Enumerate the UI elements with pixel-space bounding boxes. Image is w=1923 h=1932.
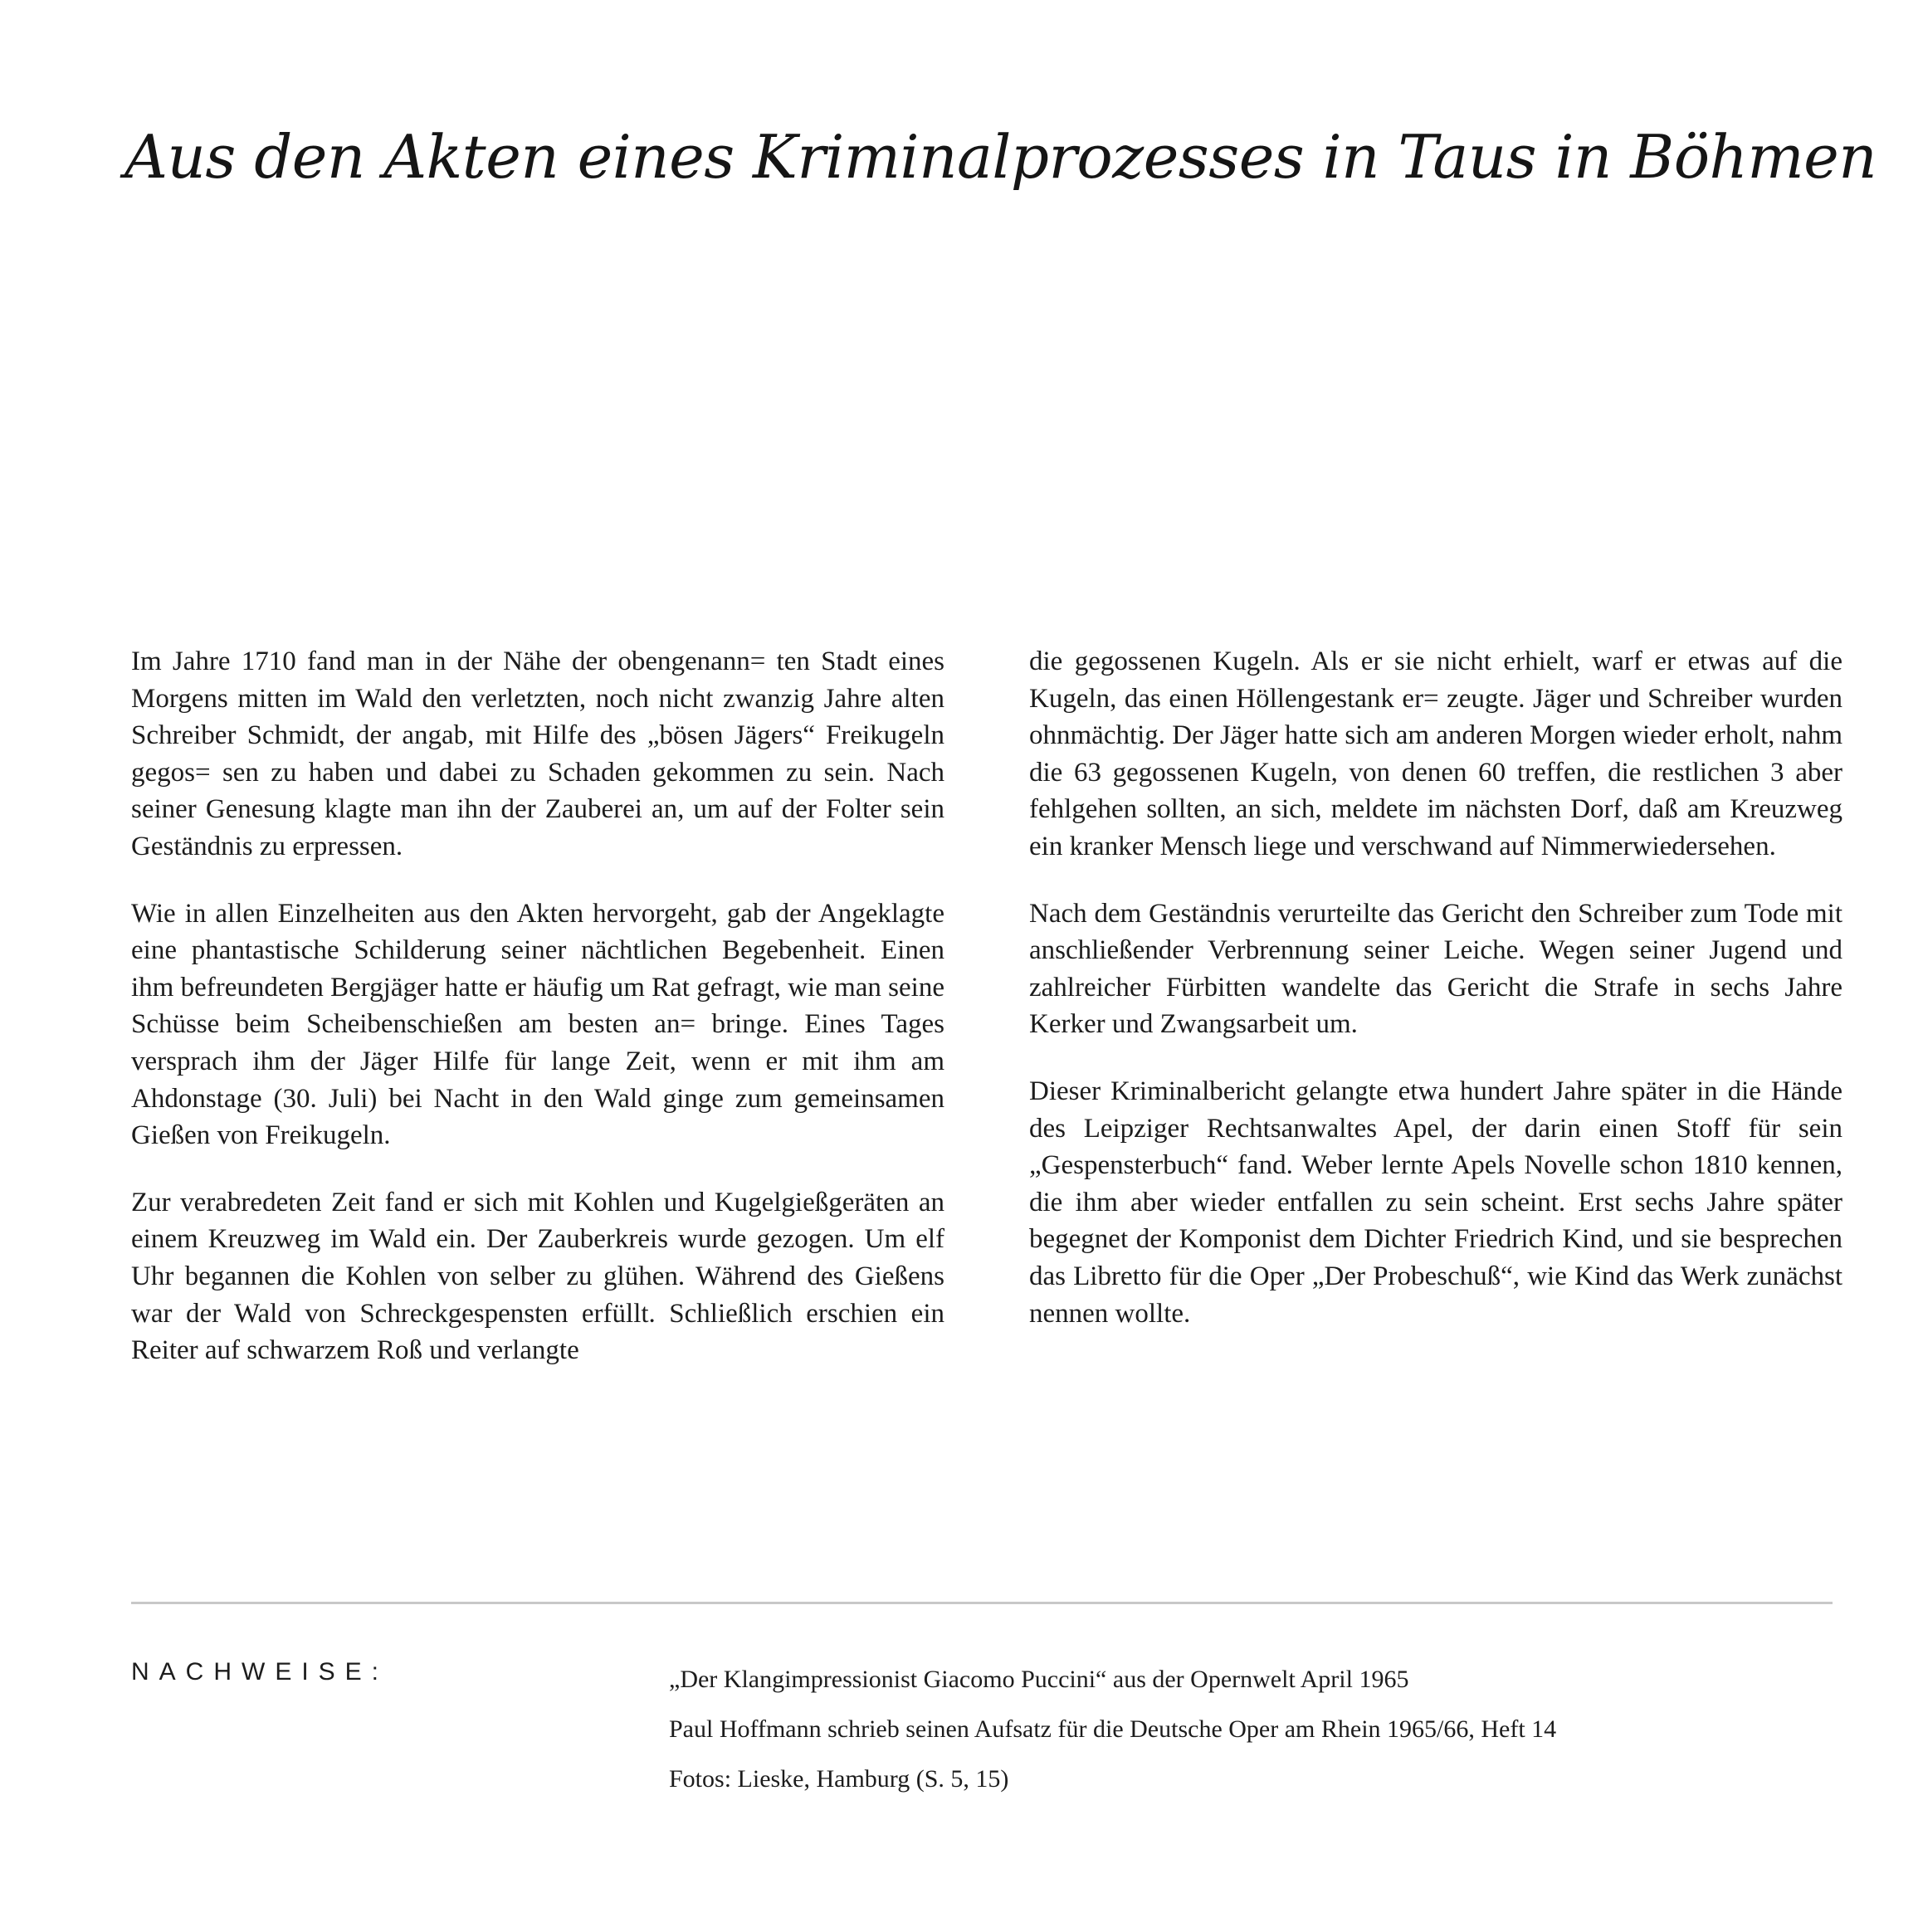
left-text-column — [131, 643, 944, 1399]
paragraph: Zur verabredeten Zeit fand er sich mit Kohlen und Kugelgießgeräten an einem Kreuzweg im Wald ein. Der Zauberkreis wurde gezogen. Um elf Uhr begannen die Kohlen von selber zu glühen. Während des Gießens war der Wald von Schreckgespensten erfüllt. Schließlich erschien ein Reiter auf schwarzem Roß und verlangte — [131, 1187, 944, 1366]
right-text-column — [1029, 643, 1842, 1362]
paragraph: Nach dem Geständnis verurteilte das Gericht den Schreiber zum Tode mit anschließender Verbrennung seiner Leiche. Wegen seiner Jugend und zahlreicher Fürbitten wandelte das Gericht die Strafe in sechs Jahre Kerker und Zwangsarbeit um. — [1029, 898, 1842, 1040]
source-item: „Der Klangimpressionist Giacomo Puccini“ aus der Opernwelt April 1965 — [669, 1666, 1409, 1693]
paragraph: Wie in allen Einzelheiten aus den Akten hervorgeht, gab der Angeklagte eine phantastische Schilderung seiner nächtlichen Begebenheit. Einen ihm befreundeten Bergjäger hatte er häufig um Rat gefragt, wie man seine Schüsse beim Scheibenschießen am besten an= bringe. Eines Tages versprach ihm der Jäger Hilfe für lange Zeit, wenn er mit ihm am Ahdonstage (30. Juli) bei Nacht in den Wald ginge zum gemeinsamen Gießen von Freikugeln. — [131, 898, 944, 1151]
paragraph: Dieser Kriminalbericht gelangte etwa hundert Jahre später in die Hände des Leipziger Rechtsanwaltes Apel, der darin einen Stoff für sein „Gespensterbuch“ fand. Weber lernte Apels Novelle schon 1810 kennen, die ihm aber wieder entfallen zu sein scheint. Erst sechs Jahre später begegnet der Komponist dem Dichter Friedrich Kind, und sie besprechen das Libretto für die Oper „Der Probeschuß“, wie Kind das Werk zunächst nennen wollte. — [1029, 1076, 1842, 1329]
footer-divider — [131, 1602, 1833, 1604]
paragraph: Im Jahre 1710 fand man in der Nähe der obengenann= ten Stadt eines Morgens mitten im Wald den verletzten, noch nicht zwanzig Jahre alten Schreiber Schmidt, der angab, mit Hilfe des „bösen Jägers“ Freikugeln gegos= sen zu haben und dabei zu Schaden gekommen zu sein. Nach seiner Genesung klagte man ihn der Zauberei an, um auf der Folter sein Geständnis zu erpressen. — [131, 646, 944, 861]
source-item: Paul Hoffmann schrieb seinen Aufsatz für die Deutsche Oper am Rhein 1965/66, Heft 14 — [669, 1715, 1557, 1743]
source-item: Fotos: Lieske, Hamburg (S. 5, 15) — [669, 1765, 1009, 1793]
page-title: Aus den Akten eines Kriminalprozesses in Taus in Böhmen — [124, 122, 1877, 192]
sources-list — [669, 1655, 1839, 1804]
nachweise-label: NACHWEISE: — [131, 1658, 389, 1686]
paragraph: die gegossenen Kugeln. Als er sie nicht erhielt, warf er etwas auf die Kugeln, das einen Höllengestank er= zeugte. Jäger und Schreiber wurden ohnmächtig. Der Jäger hatte sich am anderen Morgen wieder erholt, nahm die 63 gegossenen Kugeln, von denen 60 treffen, die restlichen 3 aber fehlgehen sollten, an sich, meldete im nächsten Dorf, daß am Kreuzweg ein kranker Mensch liege und verschwand auf Nimmerwiedersehen. — [1029, 646, 1842, 861]
